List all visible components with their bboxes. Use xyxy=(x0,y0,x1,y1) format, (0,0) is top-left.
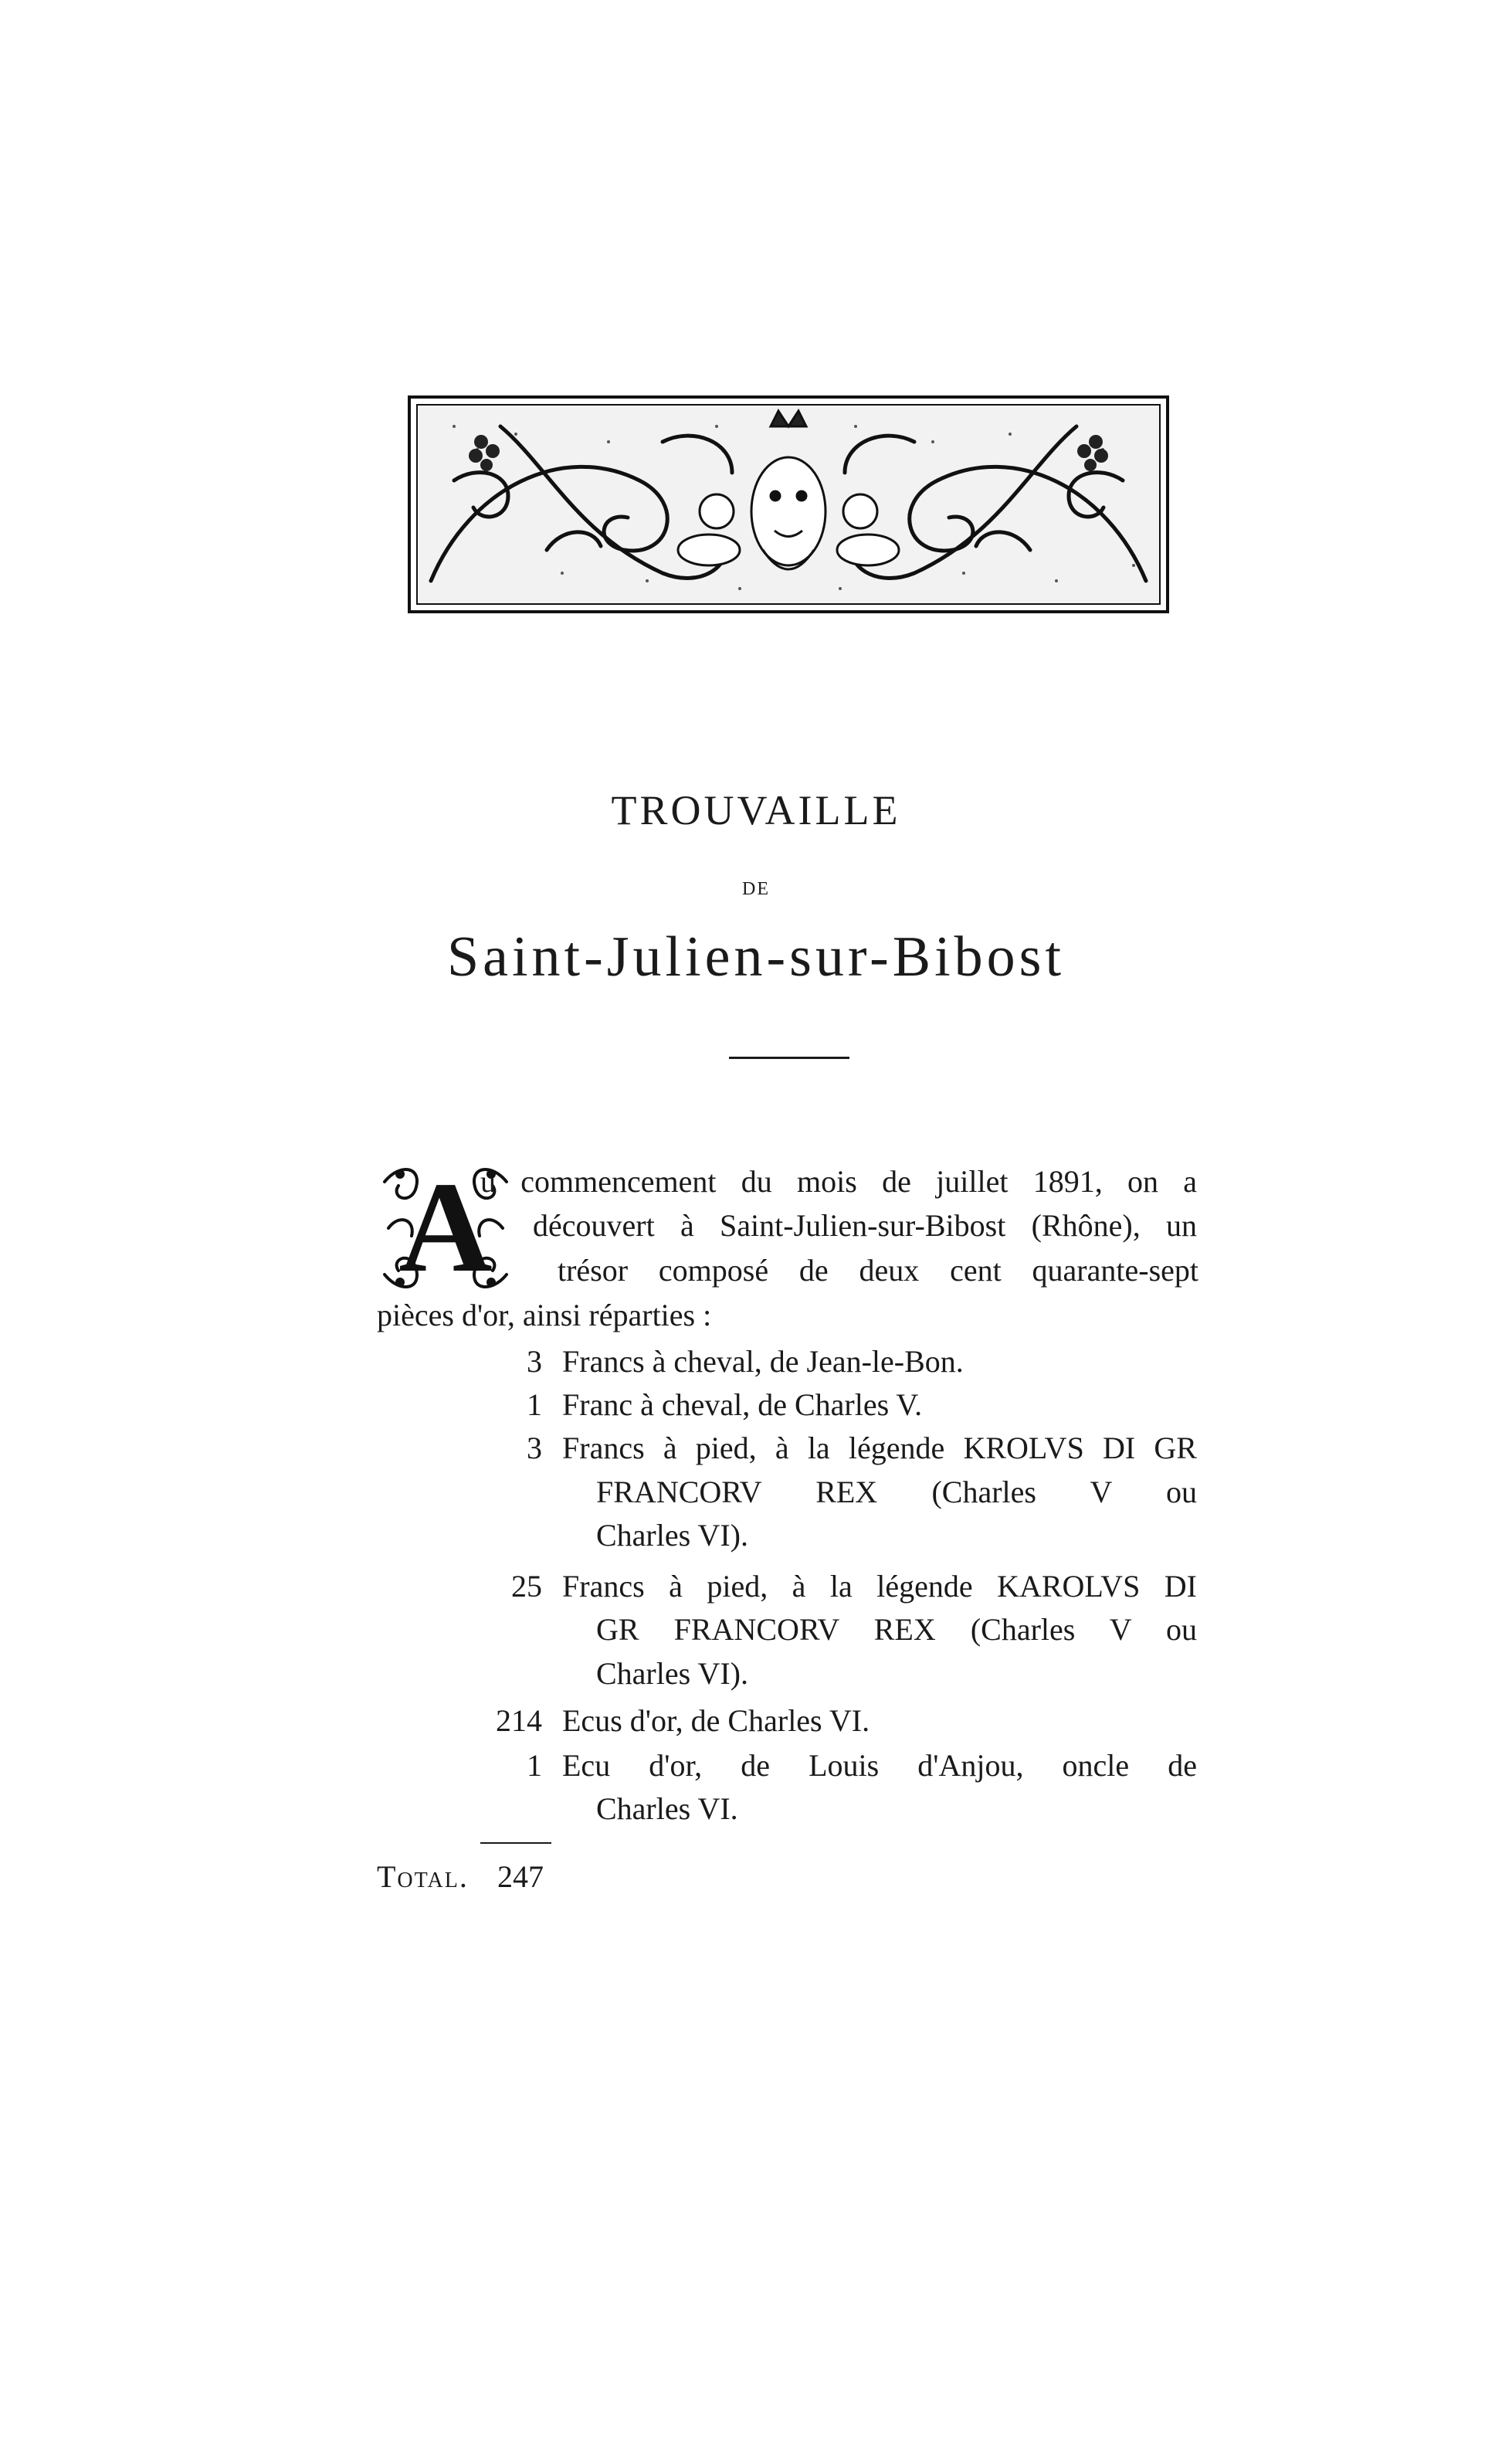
inventory-description-continued: Charles VI). xyxy=(596,1518,748,1553)
inventory-description: Francs à pied, à la légende KAROLVS DI xyxy=(562,1569,1197,1604)
title: TROUVAILLE xyxy=(611,787,901,833)
total-label: Total. xyxy=(377,1859,469,1894)
total-value: 247 xyxy=(497,1859,544,1894)
headpiece-engraving xyxy=(408,395,1169,613)
inventory-count: 1 xyxy=(527,1387,542,1422)
inventory-count: 1 xyxy=(527,1748,542,1783)
intro-line-2: découvert à Saint-Julien-sur-Bibost (Rhône), un xyxy=(533,1208,1197,1243)
inventory-description: Francs à cheval, de Jean-le-Bon. xyxy=(562,1344,964,1379)
ornamental-headpiece xyxy=(408,395,1169,613)
inventory-count: 214 xyxy=(496,1703,542,1738)
intro-line-4: pièces d'or, ainsi réparties : xyxy=(377,1298,712,1332)
title-rule xyxy=(729,1057,849,1059)
dropcap-letter: A xyxy=(398,1156,493,1299)
inventory-description-continued: GR FRANCORV REX (Charles V ou xyxy=(596,1612,1197,1647)
inventory-description: Ecu d'or, de Louis d'Anjou, oncle de xyxy=(562,1748,1197,1783)
inventory-description: Franc à cheval, de Charles V. xyxy=(562,1387,923,1422)
inventory-count: 3 xyxy=(527,1431,542,1465)
inventory-description-continued: Charles VI. xyxy=(596,1791,738,1826)
inventory-count: 25 xyxy=(511,1569,542,1604)
place-title: Saint-Julien-sur-Bibost xyxy=(446,925,1066,989)
intro-line-1: u commencement du mois de juillet 1891, on a xyxy=(480,1164,1197,1199)
intro-line-3: trésor composé de deux cent quarante-sept xyxy=(558,1253,1198,1288)
inventory-count: 3 xyxy=(527,1344,542,1379)
inventory-description-continued: Charles VI). xyxy=(596,1656,748,1691)
inventory-description: Ecus d'or, de Charles VI. xyxy=(562,1703,870,1738)
title-connector: DE xyxy=(742,879,770,899)
inventory-description: Francs à pied, à la légende KROLVS DI GR xyxy=(562,1431,1197,1465)
inventory-description-continued: FRANCORV REX (Charles V ou xyxy=(596,1475,1197,1509)
total-rule xyxy=(480,1842,551,1844)
